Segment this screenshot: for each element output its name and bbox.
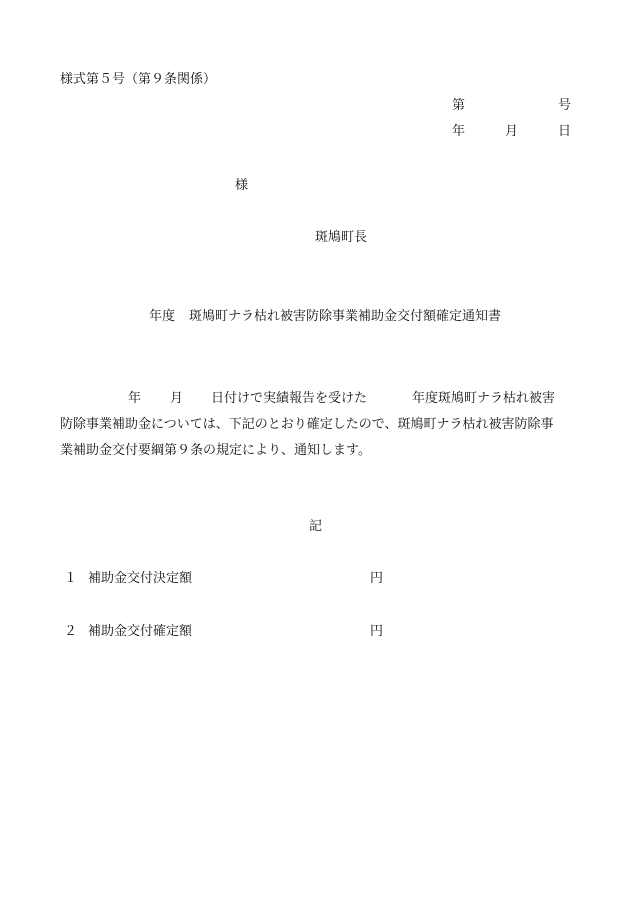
body-line-1 [60, 386, 580, 412]
body-line1-tail: 年度斑鳩町ナラ枯れ被害 [412, 391, 556, 406]
addressee-suffix: 様 [235, 178, 249, 193]
ki-heading: 記 [309, 519, 323, 534]
issuer-name: 斑鳩町長 [315, 230, 368, 245]
item-1-number: １ [64, 571, 78, 586]
item-2-unit: 円 [370, 624, 384, 639]
form-label: 様式第５号（第９条関係） [60, 72, 217, 87]
title-year-label: 年度 [149, 309, 176, 324]
body-paragraph [60, 386, 580, 464]
item-2-number: ２ [64, 624, 78, 639]
title-text: 斑鳩町ナラ枯れ被害防除事業補助金交付額確定通知書 [189, 309, 502, 324]
body-line-2: 防除事業補助金については、下記のとおり確定したので、斑鳩町ナラ枯れ被害防除事 [60, 417, 554, 432]
date-year-label: 年 [452, 124, 466, 139]
item-1-unit: 円 [370, 571, 384, 586]
date-month-label: 月 [505, 124, 519, 139]
body-year-label: 年 [128, 391, 142, 406]
number-prefix: 第 [452, 98, 466, 113]
document-title [149, 310, 501, 323]
item-2-label: 補助金交付確定額 [88, 624, 193, 639]
body-month-label: 月 [170, 391, 184, 406]
body-line-3: 業補助金交付要綱第９条の規定により、通知します。 [60, 443, 371, 458]
body-day-text: 日付けで実績報告を受けた [211, 391, 368, 406]
item-1-label: 補助金交付決定額 [88, 571, 193, 586]
number-suffix: 号 [558, 98, 572, 113]
date-day-label: 日 [558, 124, 572, 139]
